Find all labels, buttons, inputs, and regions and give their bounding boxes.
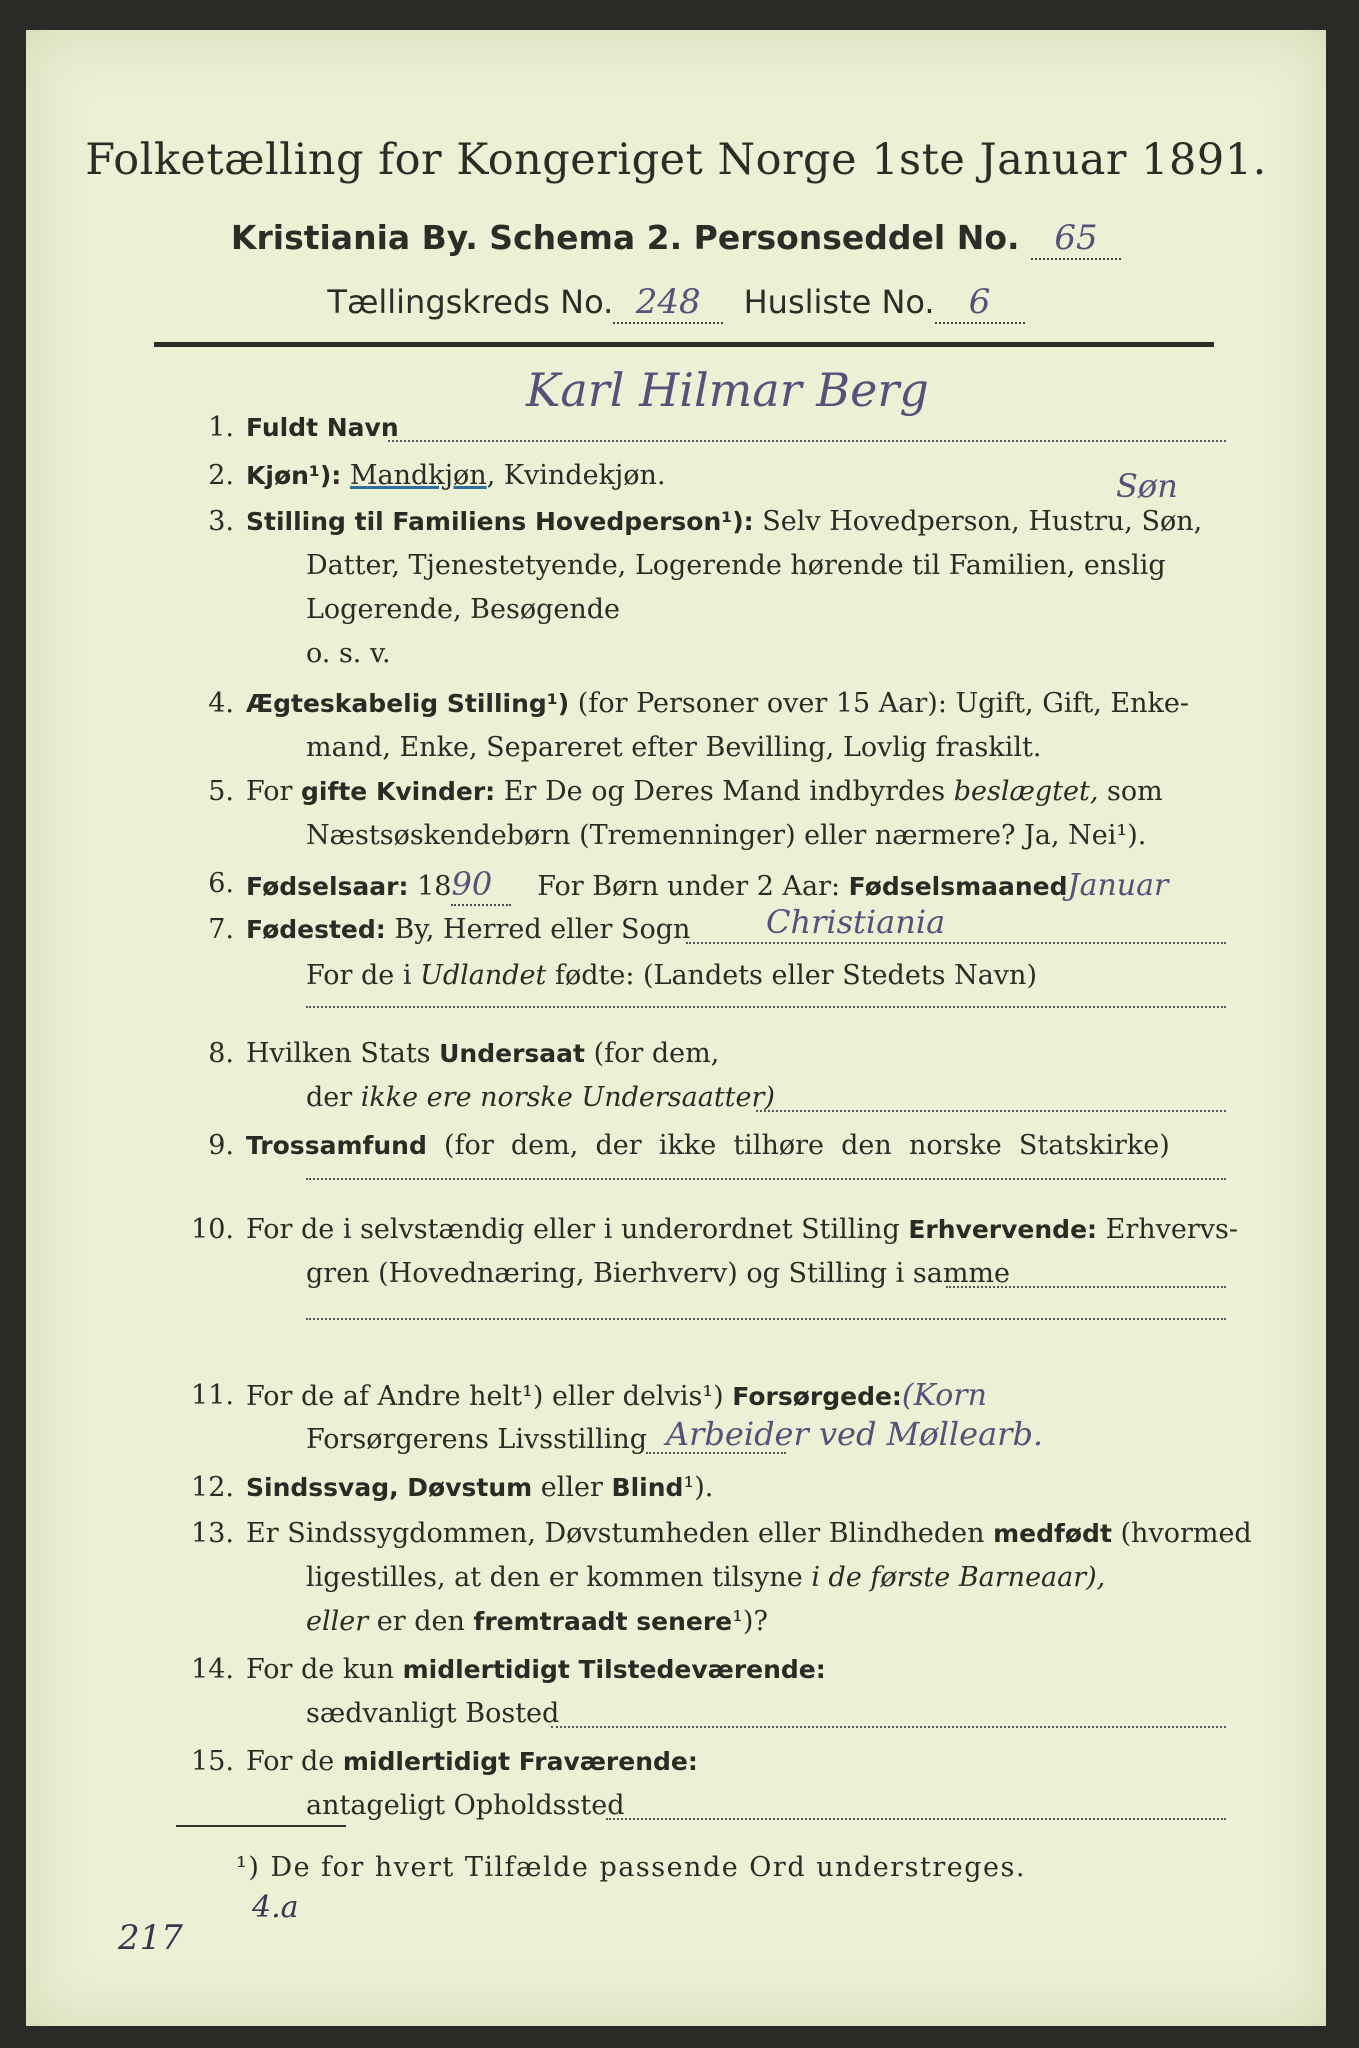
relation-value: Søn — [1116, 467, 1178, 505]
header-rule — [154, 342, 1214, 347]
taellingskreds-label: Tællingskreds No. — [327, 283, 614, 321]
field-2-label: Kjøn¹): — [246, 461, 342, 490]
field-9-label: Trossamfund — [246, 1131, 427, 1160]
field-14-label: midlertidigt Tilstedeværende: — [402, 1655, 826, 1684]
sex-selected: Mandkjøn — [349, 460, 487, 491]
form-title: Folketælling for Kongeriget Norge 1ste Januar 1891. — [85, 135, 1267, 185]
schema-line — [26, 218, 1326, 260]
census-form-page: Folketælling for Kongeriget Norge 1ste Januar 1891. Kristiania By. Schema 2. Personseddel No. 65 Tællingskreds No. 248 Husliste No. 6 1. Fuldt Navn Karl Hilmar Berg 2. Kjøn¹): Mandkjøn, Kvindekjøn. 3. Stilling til Familiens Hovedperson¹): Selv Hovedperson, Hustru, Søn, Søn Datter, Tjenestetyende, Logerende hørende til Familien, enslig Logerende, Besøgende o. s. v. 4. Ægteskabelig Stilling¹) (for Personer over 15 Aar): Ugift, Gift, Enke- mand, Enke, Separeret efter Bevilling, Lovlig fraskilt. 5. For gifte Kvinder: Er De og Deres Mand indbyrdes beslægtet, som Næstsøskendebørn (Tremenninger) eller nærmere? Ja, Nei¹). 6. Fødselsaar: 1890 For Børn under 2 Aar: FødselsmaanedJanuar 7. Fødested: By, Herred eller Sogn Christiania For de i Udlandet fødte: (Landets eller Stedets Navn) 8. Hvilken Stats Undersaat (for dem, der ikke ere norske Undersaatter) 9. Trossamfund (for dem, der ikke tilhøre den norske Statskirke) 10. For de i selvstændig eller i underordnet Stilling Erhvervende: Erhvervs- gren (Hovednæring, Bierhverv) og Stilling i samme 11. For de af Andre helt¹) eller delvis¹) Forsørgede:(Korn Forsørgerens Livsstilling Arbeider ved Møllearb. 12. Sindssvag, Døvstum eller Blind¹). 13. Er Sindssygdommen, Døvstumheden eller Blindheden medfødt (hvormed ligestilles, at den er kommen tilsyne i de første Barneaar), eller er den fremtraadt senere¹)? 14. For de kun midlertidigt Tilstedeværende: sædvanligt Bosted 15. For de midlertidigt Fraværende: antageligt Opholdssted ¹) De for hvert Tilfælde passende Ord understreges. 4.a 217 — [26, 30, 1326, 2026]
birth-year-value: 90 — [451, 864, 511, 906]
schema-label: Kristiania By. Schema 2. Personseddel No. — [230, 218, 1020, 257]
field-5-label: gifte Kvinder: — [301, 777, 496, 806]
footnote-rule — [176, 1825, 346, 1827]
field-3-label: Stilling til Familiens Hovedperson¹): — [246, 507, 754, 536]
field-11-label: Forsørgede: — [732, 1382, 902, 1411]
taellingskreds-no-value: 248 — [613, 282, 723, 324]
provider-occupation-value: Arbeider ved Møllearb. — [666, 1415, 1044, 1453]
field-15-label: midlertidigt Fraværende: — [342, 1747, 698, 1776]
provided-value: (Korn — [901, 1378, 987, 1413]
district-line — [26, 282, 1326, 324]
field-6-label: Fødselsaar: — [246, 872, 409, 901]
field-7-blank-line — [306, 1006, 1226, 1008]
field-1-label: Fuldt Navn — [246, 413, 399, 442]
margin-note: 4.a — [252, 1890, 299, 1925]
field-13-label: medfødt — [993, 1519, 1112, 1548]
field-12-label: Sindssvag, Døvstum — [246, 1473, 533, 1502]
corner-note: 217 — [118, 1918, 183, 1958]
personseddel-no-value: 65 — [1031, 218, 1121, 260]
birth-month-value: Januar — [1067, 868, 1169, 903]
husliste-label: Husliste No. — [743, 283, 935, 321]
birthplace-value: Christiania — [766, 903, 946, 941]
field-8-label: Undersaat — [439, 1039, 585, 1068]
field-4-label: Ægteskabelig Stilling¹) — [246, 689, 570, 718]
field-10-blank-line — [306, 1318, 1226, 1320]
footnote: ¹) De for hvert Tilfælde passende Ord understreges. — [236, 1852, 1026, 1883]
husliste-no-value: 6 — [935, 282, 1025, 324]
full-name-value: Karl Hilmar Berg — [526, 363, 929, 417]
field-9-blank-line — [306, 1178, 1226, 1180]
field-10-label: Erhvervende: — [908, 1215, 1098, 1244]
field-7-label: Fødested: — [246, 915, 386, 944]
